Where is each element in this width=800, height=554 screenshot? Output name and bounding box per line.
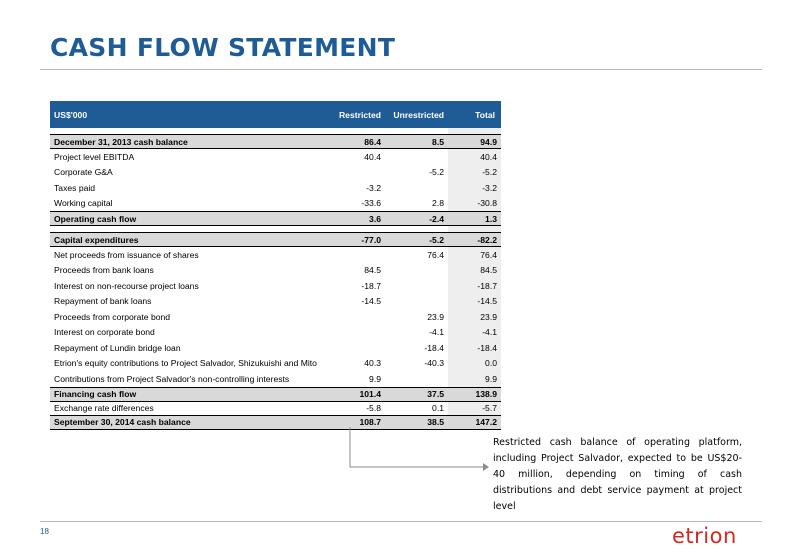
table-row (50, 309, 501, 325)
table-row (50, 247, 501, 263)
page-title: CASH FLOW STATEMENT (50, 33, 396, 62)
row-label: Interest on corporate bond (54, 327, 155, 338)
restricted-value: 108.7 (332, 415, 385, 429)
unrestricted-value: 8.5 (385, 135, 448, 149)
total-value: 1.3 (448, 212, 501, 226)
total-value: -82.2 (448, 233, 501, 247)
restricted-value: 40.4 (364, 151, 381, 162)
unrestricted-value: -4.1 (429, 327, 444, 338)
total-value: 23.9 (448, 309, 501, 325)
unrestricted-value: -5.2 (385, 233, 448, 247)
unrestricted-value (385, 263, 448, 279)
table-row (50, 149, 501, 165)
row-label: Working capital (54, 198, 113, 209)
connector-arrow (349, 427, 489, 473)
unrestricted-value: 2.8 (432, 198, 444, 209)
unrestricted-value: 37.5 (385, 387, 448, 401)
total-value: 84.5 (448, 263, 501, 279)
unrestricted-value: -2.4 (385, 212, 448, 226)
header-total: Total (448, 101, 501, 128)
row-label: Net proceeds from issuance of shares (54, 249, 199, 260)
unrestricted-value: 76.4 (427, 249, 444, 260)
unrestricted-value (385, 294, 448, 310)
restricted-value: -18.7 (361, 280, 381, 291)
total-value: 147.2 (448, 415, 501, 429)
unrestricted-value: 23.9 (427, 311, 444, 322)
total-value: 138.9 (448, 387, 501, 401)
cash-flow-table (50, 101, 501, 430)
table-row (50, 263, 501, 279)
table-row (50, 135, 501, 149)
total-value: -5.2 (448, 165, 501, 181)
row-label: Contributions from Project Salvador's non-controlling interests (54, 373, 290, 384)
unrestricted-value: 0.1 (385, 401, 448, 415)
footer-divider (40, 521, 762, 522)
table-header-row (50, 101, 501, 128)
restricted-value (332, 309, 385, 325)
table-row (50, 165, 501, 181)
restricted-value: -33.6 (361, 198, 381, 209)
etrion-logo (672, 524, 764, 550)
restricted-value (332, 247, 385, 263)
restricted-value: -3.2 (366, 182, 381, 193)
restricted-value: 101.4 (332, 387, 385, 401)
restricted-value: -14.5 (361, 296, 381, 307)
total-value: -5.7 (448, 401, 501, 415)
total-value: 9.9 (448, 371, 501, 387)
row-label: September 30, 2014 cash balance (50, 415, 332, 429)
row-label: Operating cash flow (50, 212, 332, 226)
table-row (50, 401, 501, 415)
table-row (50, 371, 501, 387)
restricted-value: -5.8 (332, 401, 385, 415)
row-label: Corporate G&A (54, 167, 113, 178)
restricted-value: 9.9 (369, 373, 381, 384)
total-value: 0.0 (448, 356, 501, 372)
unrestricted-value (385, 371, 448, 387)
table-row (50, 340, 501, 356)
unrestricted-value (385, 180, 448, 196)
row-label: Proceeds from bank loans (54, 265, 154, 276)
header-currency-label: US$'000 (50, 101, 332, 128)
unrestricted-value: -5.2 (429, 167, 444, 178)
row-label: Etrion's equity contributions to Project Salvador, Shizukuishi and Mito (54, 358, 317, 369)
unrestricted-value: 38.5 (385, 415, 448, 429)
table-row (50, 387, 501, 401)
title-divider (40, 69, 762, 70)
row-label: Interest on non-recourse project loans (54, 280, 199, 291)
row-label: Financing cash flow (50, 387, 332, 401)
total-value: -18.4 (448, 340, 501, 356)
restricted-value (332, 340, 385, 356)
table-row (50, 356, 501, 372)
table-row (50, 233, 501, 247)
table-row (50, 180, 501, 196)
restricted-value: -77.0 (332, 233, 385, 247)
restricted-value: 40.3 (364, 358, 381, 369)
unrestricted-value (385, 149, 448, 165)
restricted-value: 86.4 (332, 135, 385, 149)
unrestricted-value: -40.3 (424, 358, 444, 369)
page-number: 18 (40, 527, 49, 536)
row-label: Project level EBITDA (54, 151, 135, 162)
svg-text:etrion: etrion (672, 524, 737, 548)
header-unrestricted: Unrestricted (385, 101, 448, 128)
table-row (50, 212, 501, 226)
total-value: -30.8 (448, 196, 501, 212)
restricted-value: 84.5 (364, 265, 381, 276)
row-label: Proceeds from corporate bond (54, 311, 171, 322)
row-label: Repayment of bank loans (54, 296, 152, 307)
table-row (50, 278, 501, 294)
restricted-value (332, 165, 385, 181)
unrestricted-value (385, 278, 448, 294)
row-label: Taxes paid (54, 182, 96, 193)
unrestricted-value: -18.4 (424, 342, 444, 353)
header-restricted: Restricted (332, 101, 385, 128)
total-value: -18.7 (448, 278, 501, 294)
row-label: Exchange rate differences (50, 401, 332, 415)
row-label: Capital expenditures (50, 233, 332, 247)
total-value: -3.2 (448, 180, 501, 196)
row-label: Repayment of Lundin bridge loan (54, 342, 181, 353)
total-value: -4.1 (448, 325, 501, 341)
row-label: December 31, 2013 cash balance (50, 135, 332, 149)
total-value: -14.5 (448, 294, 501, 310)
total-value: 94.9 (448, 135, 501, 149)
total-value: 76.4 (448, 247, 501, 263)
table-row (50, 196, 501, 212)
table-row (50, 325, 501, 341)
restricted-value: 3.6 (332, 212, 385, 226)
restricted-cash-note: Restricted cash balance of operating platform, including Project Salvador, expected to be US$20-40 million, depending on timing of cash distributions and debt service payment at project level (493, 437, 742, 512)
restricted-value (332, 325, 385, 341)
table-row (50, 294, 501, 310)
total-value: 40.4 (448, 149, 501, 165)
